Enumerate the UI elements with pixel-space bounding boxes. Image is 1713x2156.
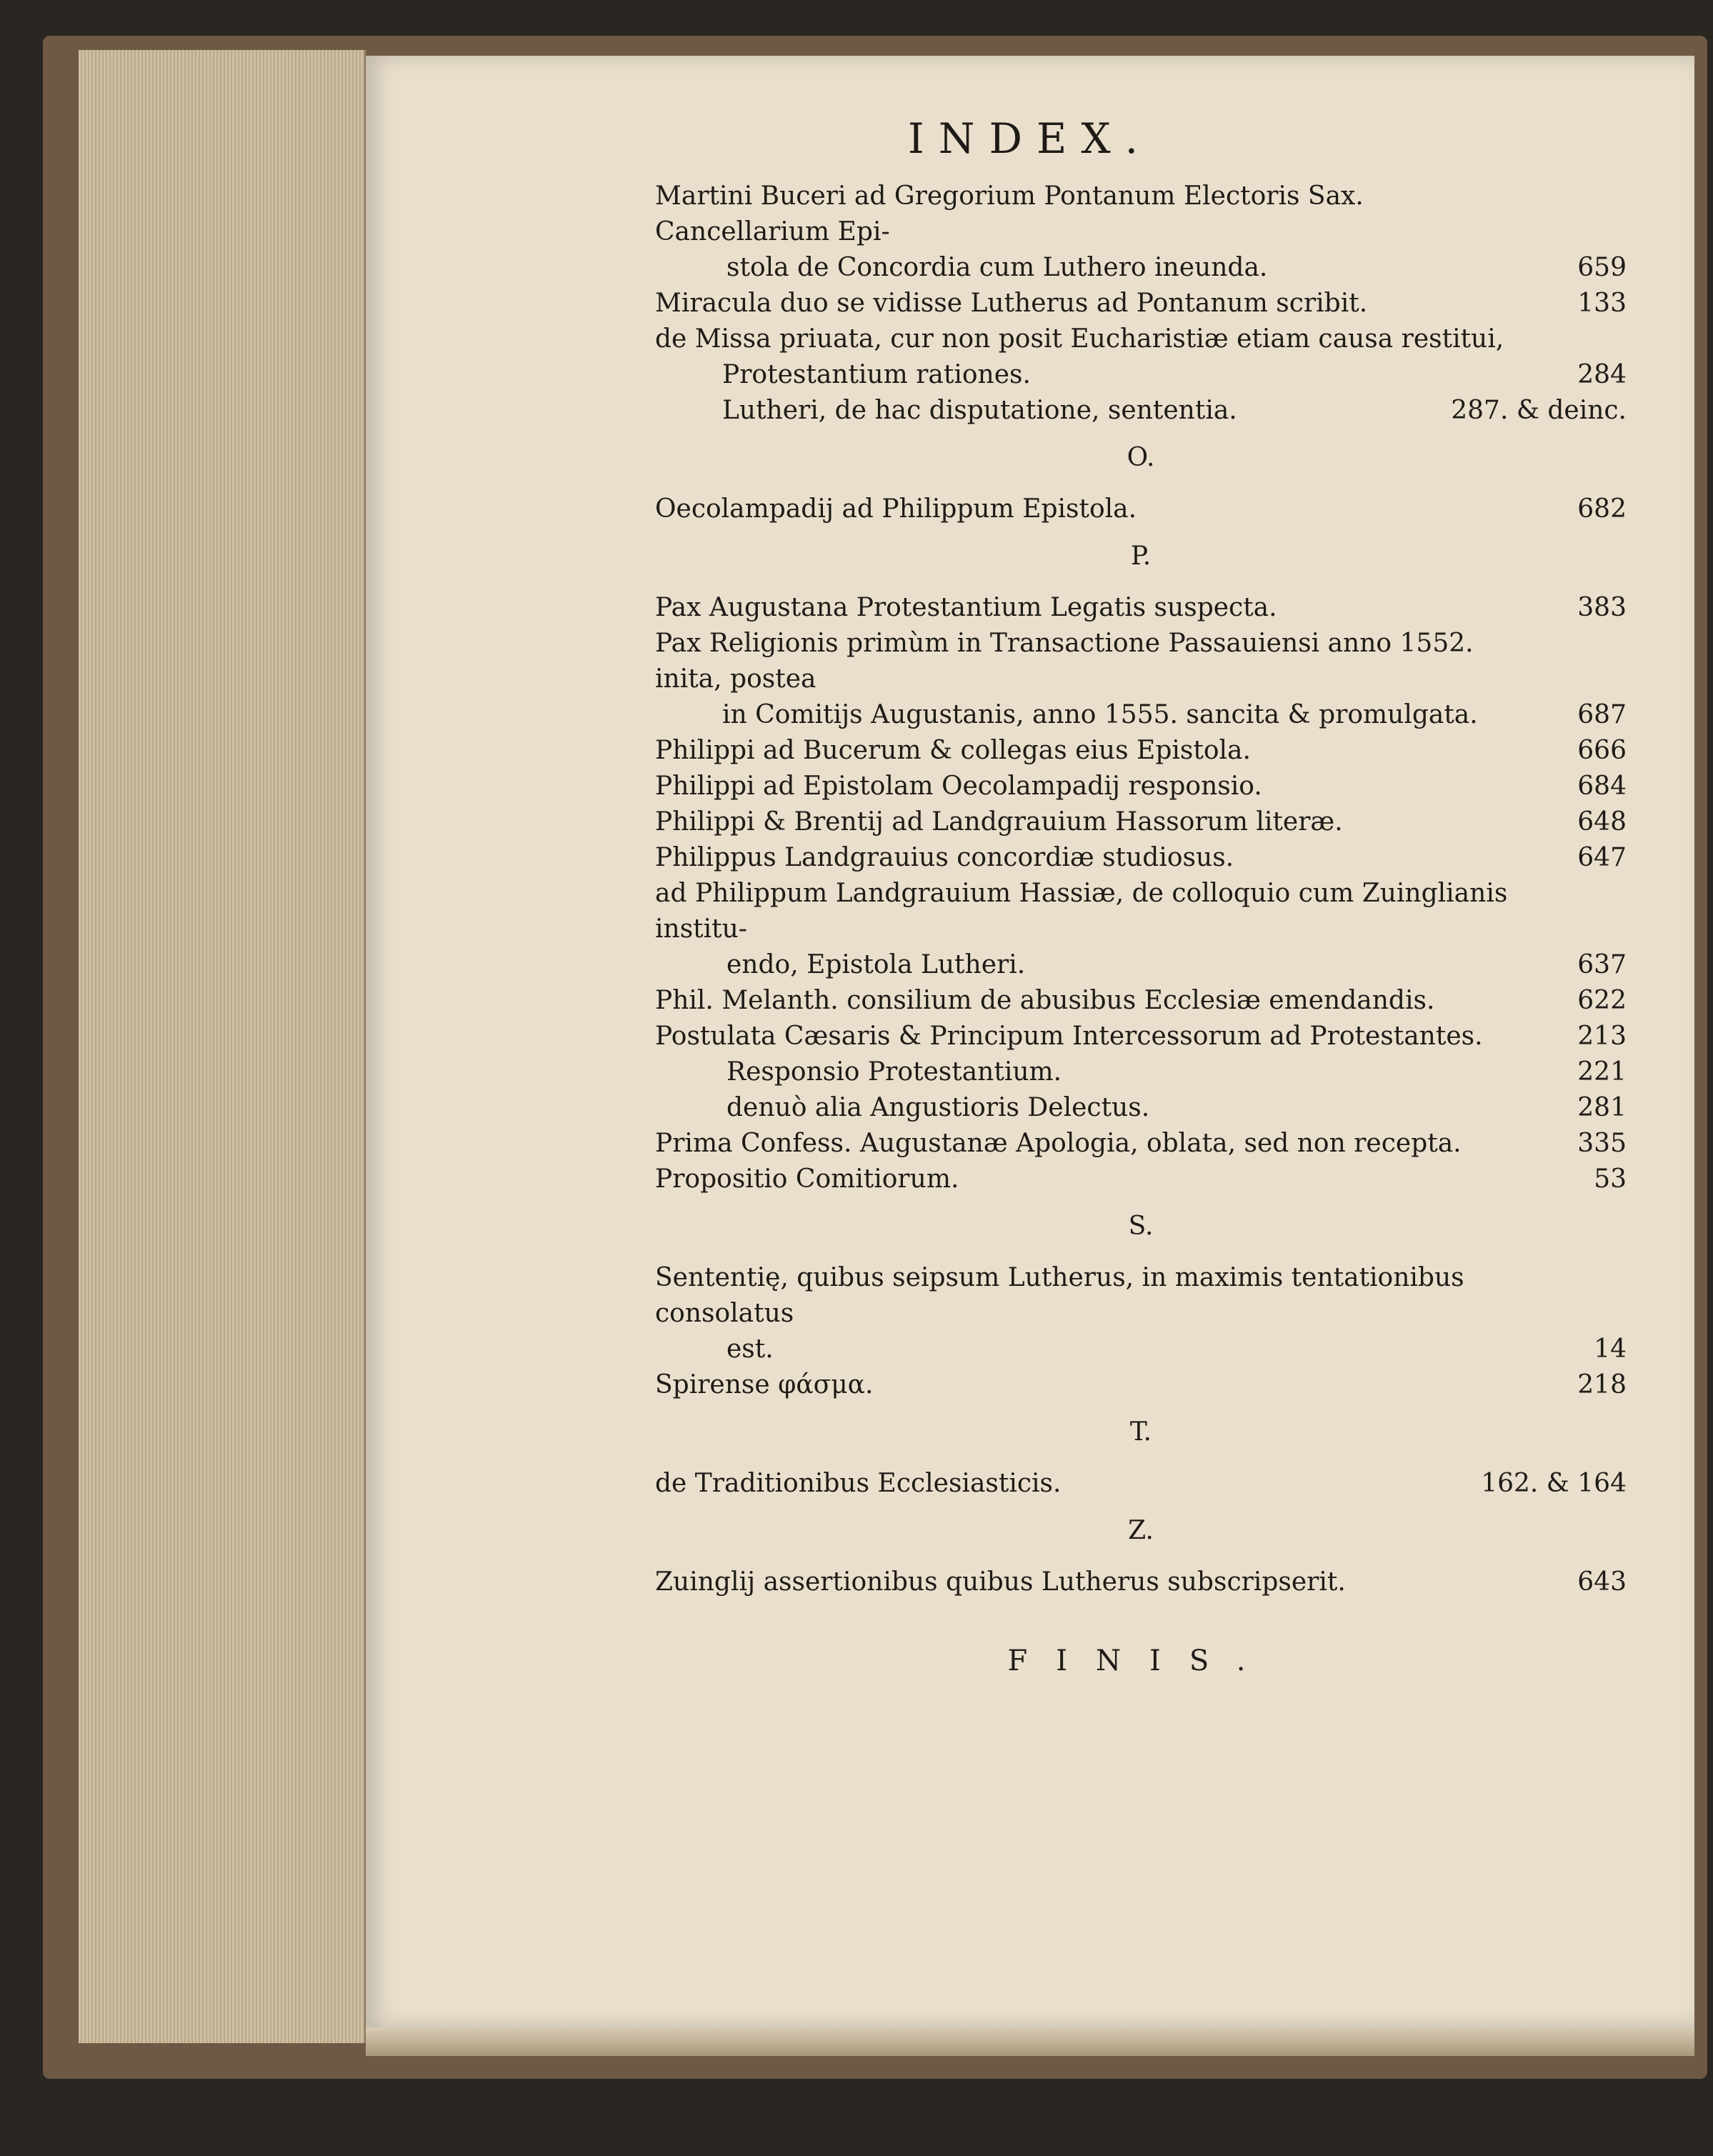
index-entry bbox=[655, 590, 1627, 626]
entry-page: 684 bbox=[1577, 772, 1627, 801]
entry-text: Prima Confess. Augustanæ Apologia, oblata, sed non recepta. bbox=[655, 1129, 1462, 1158]
entry-text: Pax Religionis primùm in Transactione Passauiensi anno 1552. inita, postea bbox=[655, 629, 1474, 694]
entry-page: 213 bbox=[1577, 1022, 1627, 1051]
index-entry bbox=[655, 491, 1627, 527]
entry-text: Miracula duo se vidisse Lutherus ad Pontanum scribit. bbox=[655, 289, 1368, 318]
entry-page: 383 bbox=[1577, 593, 1627, 622]
entry-page: 53 bbox=[1594, 1164, 1627, 1194]
entry-text: Philippus Landgrauius concordiæ studiosus. bbox=[655, 843, 1234, 872]
entry-page: 221 bbox=[1577, 1057, 1627, 1087]
index-entry bbox=[655, 947, 1627, 983]
entry-text: in Comitijs Augustanis, anno 1555. sancita & promulgata. bbox=[722, 700, 1478, 729]
entry-text: est. bbox=[726, 1334, 774, 1364]
entry-page: 281 bbox=[1577, 1093, 1627, 1122]
index-entry bbox=[655, 804, 1627, 840]
index-entry bbox=[655, 1367, 1627, 1403]
entry-text: endo, Epistola Lutheri. bbox=[726, 950, 1026, 979]
index-entry bbox=[655, 393, 1627, 429]
entry-page: 218 bbox=[1577, 1370, 1627, 1399]
entry-text: de Missa priuata, cur non posit Eucharistiæ etiam causa restitui, bbox=[655, 324, 1504, 354]
index-entry bbox=[655, 179, 1627, 250]
entry-text: Sententię, quibus seipsum Lutherus, in maximis tentationibus consolatus bbox=[655, 1263, 1464, 1328]
entry-page: 643 bbox=[1577, 1567, 1627, 1597]
index-content bbox=[655, 179, 1627, 1677]
entry-text: Philippi & Brentij ad Landgrauium Hassorum literæ. bbox=[655, 807, 1343, 837]
index-entry bbox=[655, 286, 1627, 321]
running-head: INDEX. bbox=[907, 114, 1153, 163]
index-entry bbox=[655, 983, 1627, 1019]
index-entry bbox=[655, 1162, 1627, 1197]
entry-page: 637 bbox=[1577, 950, 1627, 979]
index-entry bbox=[655, 733, 1627, 769]
entry-text: Philippi ad Epistolam Oecolampadij responsio. bbox=[655, 772, 1262, 801]
index-entry bbox=[655, 321, 1627, 357]
entry-page: 14 bbox=[1594, 1334, 1627, 1364]
index-entry bbox=[655, 1564, 1627, 1600]
section-letter-z: Z. bbox=[1128, 1516, 1154, 1545]
entry-page: 287. & deinc. bbox=[1451, 396, 1627, 425]
index-entry bbox=[655, 769, 1627, 804]
entry-text: Spirense φάσμα. bbox=[655, 1370, 874, 1399]
index-entry bbox=[655, 1054, 1627, 1090]
index-entry bbox=[655, 626, 1627, 697]
entry-text: ad Philippum Landgrauium Hassiæ, de colloquio cum Zuinglianis institu- bbox=[655, 879, 1508, 944]
section-letter-p: P. bbox=[1130, 542, 1152, 571]
entry-page: 647 bbox=[1577, 843, 1627, 872]
entry-page: 666 bbox=[1577, 736, 1627, 765]
entry-text: de Traditionibus Ecclesiasticis. bbox=[655, 1469, 1062, 1498]
section-letter-t: T. bbox=[1129, 1417, 1152, 1447]
index-entry bbox=[655, 697, 1627, 733]
index-entry bbox=[655, 1332, 1627, 1367]
entry-page: 133 bbox=[1577, 289, 1627, 318]
entry-text: Lutheri, de hac disputatione, sententia. bbox=[722, 396, 1237, 425]
page-bottom-edge bbox=[366, 2027, 1694, 2056]
index-entry bbox=[655, 876, 1627, 947]
entry-text: Martini Buceri ad Gregorium Pontanum Electoris Sax. Cancellarium Epi- bbox=[655, 181, 1364, 246]
section-letter-s: S. bbox=[1128, 1212, 1154, 1241]
entry-page: 622 bbox=[1577, 986, 1627, 1015]
entry-text: Protestantium rationes. bbox=[722, 360, 1031, 389]
index-entry bbox=[655, 357, 1627, 393]
index-entry bbox=[655, 1019, 1627, 1054]
entry-page: 659 bbox=[1577, 253, 1627, 282]
index-entry bbox=[655, 840, 1627, 876]
finis-colophon: FINIS. bbox=[1007, 1645, 1274, 1677]
index-entry bbox=[655, 250, 1627, 286]
entry-text: Postulata Cæsaris & Principum Intercessorum ad Protestantes. bbox=[655, 1022, 1483, 1051]
entry-page: 335 bbox=[1577, 1129, 1627, 1158]
entry-text: Phil. Melanth. consilium de abusibus Ecclesiæ emendandis. bbox=[655, 986, 1435, 1015]
index-page bbox=[366, 56, 1694, 2027]
entry-text: Responsio Protestantium. bbox=[726, 1057, 1062, 1087]
entry-page: 682 bbox=[1577, 494, 1627, 524]
entry-text: Zuinglij assertionibus quibus Lutherus subscripserit. bbox=[655, 1567, 1346, 1597]
entry-text: denuò alia Angustioris Delectus. bbox=[726, 1093, 1150, 1122]
section-letter-o: O. bbox=[1127, 443, 1155, 472]
entry-page: 284 bbox=[1577, 360, 1627, 389]
index-entry bbox=[655, 1260, 1627, 1332]
entry-page: 162. & 164 bbox=[1481, 1469, 1627, 1498]
page-edges bbox=[79, 50, 366, 2043]
entry-text: Oecolampadij ad Philippum Epistola. bbox=[655, 494, 1137, 524]
index-entry bbox=[655, 1090, 1627, 1126]
entry-page: 648 bbox=[1577, 807, 1627, 837]
entry-page: 687 bbox=[1577, 700, 1627, 729]
index-entry bbox=[655, 1466, 1627, 1502]
entry-text: Pax Augustana Protestantium Legatis suspecta. bbox=[655, 593, 1277, 622]
entry-text: Propositio Comitiorum. bbox=[655, 1164, 959, 1194]
entry-text: stola de Concordia cum Luthero ineunda. bbox=[726, 253, 1268, 282]
index-entry bbox=[655, 1126, 1627, 1162]
entry-text: Philippi ad Bucerum & collegas eius Epistola. bbox=[655, 736, 1251, 765]
